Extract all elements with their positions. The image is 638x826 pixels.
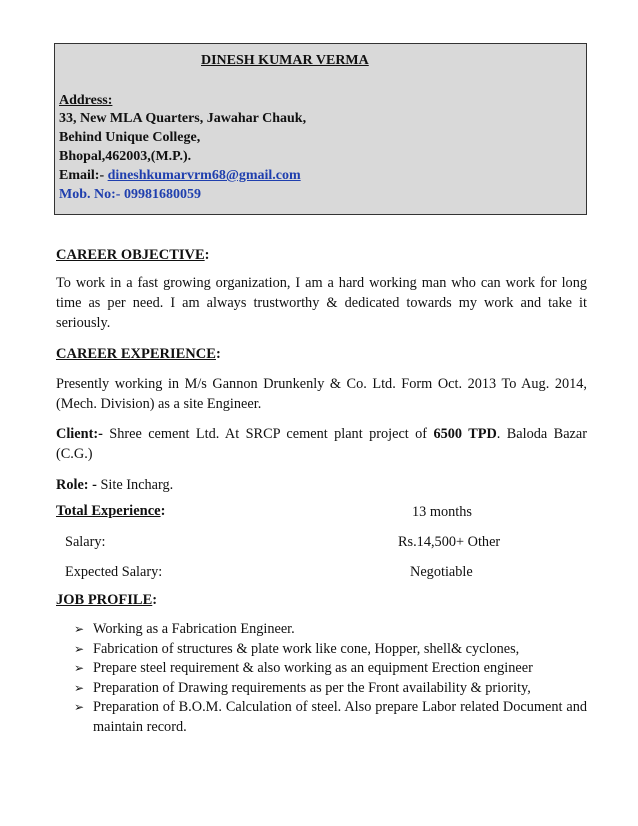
email-label: Email:-: [59, 168, 108, 183]
mobile-label: Mob. No:-: [59, 187, 124, 202]
list-item: ➢ Prepare steel requirement & also working as an equipment Erection engineer: [74, 659, 587, 679]
job-profile-title: JOB PROFILE:: [56, 592, 158, 608]
arrow-bullet-icon: ➢: [74, 700, 85, 714]
role-label: Role: -: [56, 477, 97, 493]
capacity-value: 6500 TPD: [433, 426, 497, 442]
address-line-3: Bhopal,462003,(M.P.).: [59, 149, 192, 164]
expected-salary-label: Expected Salary:: [65, 564, 163, 580]
career-objective-title: CAREER OBJECTIVE:: [56, 247, 210, 263]
career-experience-text: Presently working in M/s Gannon Drunkenly & Co. Ltd. Form Oct. 2013 To Aug. 2014, (Mech. Division) as a site Engineer.: [56, 376, 587, 412]
total-experience-label: Total Experience:: [56, 503, 166, 519]
candidate-name: DINESH KUMAR VERMA: [201, 53, 369, 68]
expected-salary-value: Negotiable: [410, 564, 473, 580]
arrow-bullet-icon: ➢: [74, 680, 85, 695]
contact-header-box: [54, 43, 587, 215]
email-link[interactable]: dineshkumarvrm68@gmail.com: [107, 168, 301, 183]
address-line-2: Behind Unique College,: [59, 130, 201, 145]
salary-value: Rs.14,500+ Other: [398, 534, 501, 550]
client-label: Client:-: [56, 426, 103, 442]
address-label: Address:: [59, 93, 113, 108]
list-item: ➢ Working as a Fabrication Engineer.: [74, 620, 587, 640]
email-row: [59, 168, 301, 184]
arrow-bullet-icon: ➢: [74, 641, 85, 656]
career-objective-text: To work in a fast growing organization, I am a hard working man who can work for long time as per need. I am always trustworthy & dedicated towards my work and take it seriously.: [56, 275, 587, 331]
arrow-bullet-icon: ➢: [74, 622, 85, 636]
address-line-1: 33, New MLA Quarters, Jawahar Chauk,: [59, 111, 307, 126]
total-experience-value: 13 months: [412, 504, 472, 520]
list-item: ➢ Preparation of Drawing requirements as per the Front availability & priority,: [74, 679, 587, 699]
mobile-row: [59, 187, 201, 203]
arrow-bullet-icon: ➢: [74, 661, 85, 675]
list-item: ➢ Fabrication of structures & plate work like cone, Hopper, shell& cyclones,: [74, 640, 587, 660]
job-profile-list: [74, 620, 587, 737]
client-paragraph: Client:- Shree cement Ltd. At SRCP cement plant project of 6500 TPD. Baloda Bazar (C.G.): [56, 426, 587, 462]
role-line: [56, 475, 587, 495]
salary-label: Salary:: [65, 534, 106, 550]
list-item: ➢ Preparation of B.O.M. Calculation of steel. Also prepare Labor related Document and maintain record.: [74, 699, 587, 735]
career-experience-title: CAREER EXPERIENCE:: [56, 346, 221, 362]
role-value: Site Incharg.: [96, 477, 174, 493]
mobile-number: 09981680059: [123, 187, 201, 202]
